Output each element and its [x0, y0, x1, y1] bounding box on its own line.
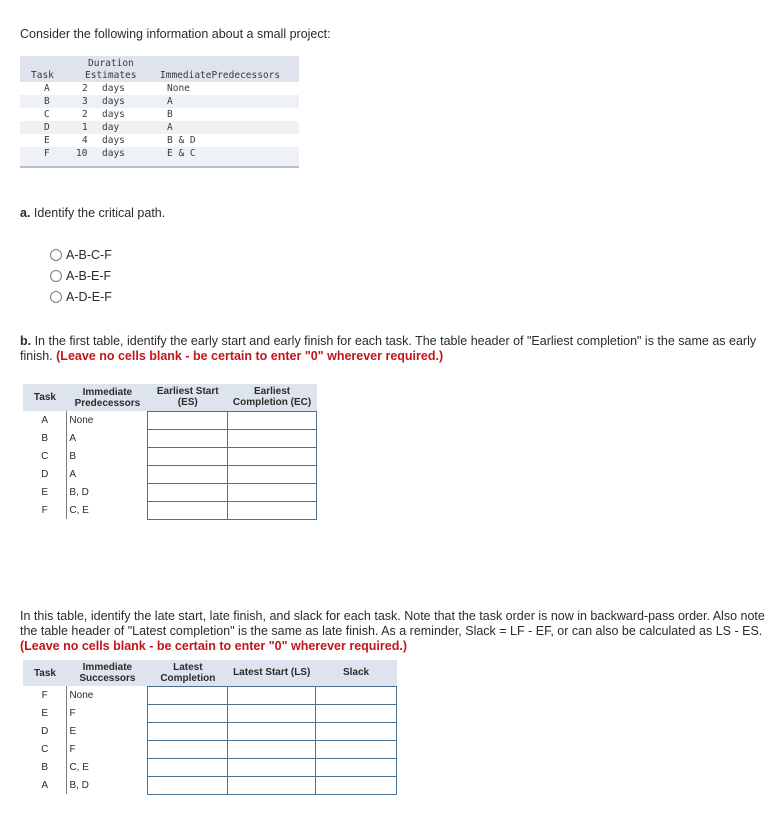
slack-input[interactable]	[316, 776, 397, 794]
intro-text: Consider the following information about a small project:	[20, 27, 331, 41]
slack-input[interactable]	[316, 758, 397, 776]
radio-button[interactable]	[50, 291, 62, 303]
info-header	[20, 56, 299, 82]
option-a-b-e-f[interactable]	[50, 269, 111, 283]
ec-input[interactable]	[228, 465, 317, 483]
col-latest-completion: Latest Completion	[148, 660, 228, 686]
question-a-text: Identify the critical path.	[30, 206, 166, 220]
es-input[interactable]	[148, 411, 228, 429]
es-input[interactable]	[148, 429, 228, 447]
table-row: C B	[23, 447, 317, 465]
ls-input[interactable]	[228, 758, 316, 776]
info-header-duration: Duration	[88, 58, 134, 69]
es-input[interactable]	[148, 447, 228, 465]
early-times-table	[23, 384, 317, 520]
question-c-text: In this table, identify the late start, late finish, and slack for each task. Note that the task order is now in backward-pass order. Also note the table header of "Latest completion" is the same as late finish. As a reminder, Slack = LF - EF, or can also be calculated as LS - ES.	[20, 609, 765, 638]
es-input[interactable]	[148, 501, 228, 519]
info-row: F 10 days E & C	[20, 147, 299, 160]
info-header-predecessors: ImmediatePredecessors	[160, 70, 281, 81]
lc-input[interactable]	[148, 740, 228, 758]
option-a-d-e-f[interactable]	[50, 290, 112, 304]
ec-input[interactable]	[228, 411, 317, 429]
table-header-row	[23, 384, 317, 411]
table-row: B A	[23, 429, 317, 447]
slack-input[interactable]	[316, 686, 397, 704]
question-b-text: In the first table, identify the early start and early finish for each task. The table header of "Earliest completion" is the same as early finish.	[20, 334, 757, 363]
info-header-estimates: Estimates	[85, 70, 137, 81]
slack-input[interactable]	[316, 704, 397, 722]
table-row: E F	[23, 704, 397, 722]
ec-input[interactable]	[228, 429, 317, 447]
col-task: Task	[23, 660, 67, 686]
col-earliest-completion: Earliest Completion (EC)	[228, 384, 317, 411]
option-a-b-c-f[interactable]	[50, 248, 112, 262]
table-header-row	[23, 660, 397, 686]
slack-input[interactable]	[316, 722, 397, 740]
table-row: D E	[23, 722, 397, 740]
es-input[interactable]	[148, 465, 228, 483]
col-latest-start: Latest Start (LS)	[228, 660, 316, 686]
project-info-table	[20, 56, 299, 168]
option-label: A-D-E-F	[66, 290, 112, 304]
col-slack: Slack	[316, 660, 397, 686]
ec-input[interactable]	[228, 447, 317, 465]
ec-input[interactable]	[228, 501, 317, 519]
option-label: A-B-C-F	[66, 248, 112, 262]
lc-input[interactable]	[148, 686, 228, 704]
col-predecessors: Immediate Predecessors	[67, 384, 148, 411]
lc-input[interactable]	[148, 722, 228, 740]
col-task: Task	[23, 384, 67, 411]
question-b	[20, 334, 765, 364]
info-row: E 4 days B & D	[44, 135, 196, 146]
radio-button[interactable]	[50, 249, 62, 261]
ls-input[interactable]	[228, 740, 316, 758]
es-input[interactable]	[148, 483, 228, 501]
question-a-label: a.	[20, 206, 31, 220]
info-row: B 3 days A	[20, 95, 299, 108]
info-table-bottom	[20, 160, 299, 168]
option-label: A-B-E-F	[66, 269, 112, 283]
ec-input[interactable]	[228, 483, 317, 501]
col-earliest-start: Earliest Start (ES)	[148, 384, 228, 411]
table-row: B C, E	[23, 758, 397, 776]
lc-input[interactable]	[148, 758, 228, 776]
info-header-task: Task	[31, 70, 54, 81]
radio-button[interactable]	[50, 270, 62, 282]
lc-input[interactable]	[148, 776, 228, 794]
slack-input[interactable]	[316, 740, 397, 758]
table-row: F C, E	[23, 501, 317, 519]
lc-input[interactable]	[148, 704, 228, 722]
question-b-warning: (Leave no cells blank - be certain to enter "0" wherever required.)	[56, 349, 444, 363]
question-c-warning: (Leave no cells blank - be certain to enter "0" wherever required.)	[20, 639, 407, 653]
table-row: F None	[23, 686, 397, 704]
ls-input[interactable]	[228, 686, 316, 704]
table-row: A B, D	[23, 776, 397, 794]
info-row: C 2 days B	[44, 109, 173, 120]
ls-input[interactable]	[228, 704, 316, 722]
table-row: D A	[23, 465, 317, 483]
col-successors: Immediate Successors	[67, 660, 148, 686]
table-row: C F	[23, 740, 397, 758]
ls-input[interactable]	[228, 776, 316, 794]
question-c	[20, 609, 765, 654]
ls-input[interactable]	[228, 722, 316, 740]
question-b-label: b.	[20, 334, 32, 348]
info-row: D 1 day A	[20, 121, 299, 134]
table-row: E B, D	[23, 483, 317, 501]
question-a	[20, 206, 165, 220]
late-times-table	[23, 660, 397, 795]
table-row: A None	[23, 411, 317, 429]
info-row: A 2 days None	[44, 83, 190, 94]
